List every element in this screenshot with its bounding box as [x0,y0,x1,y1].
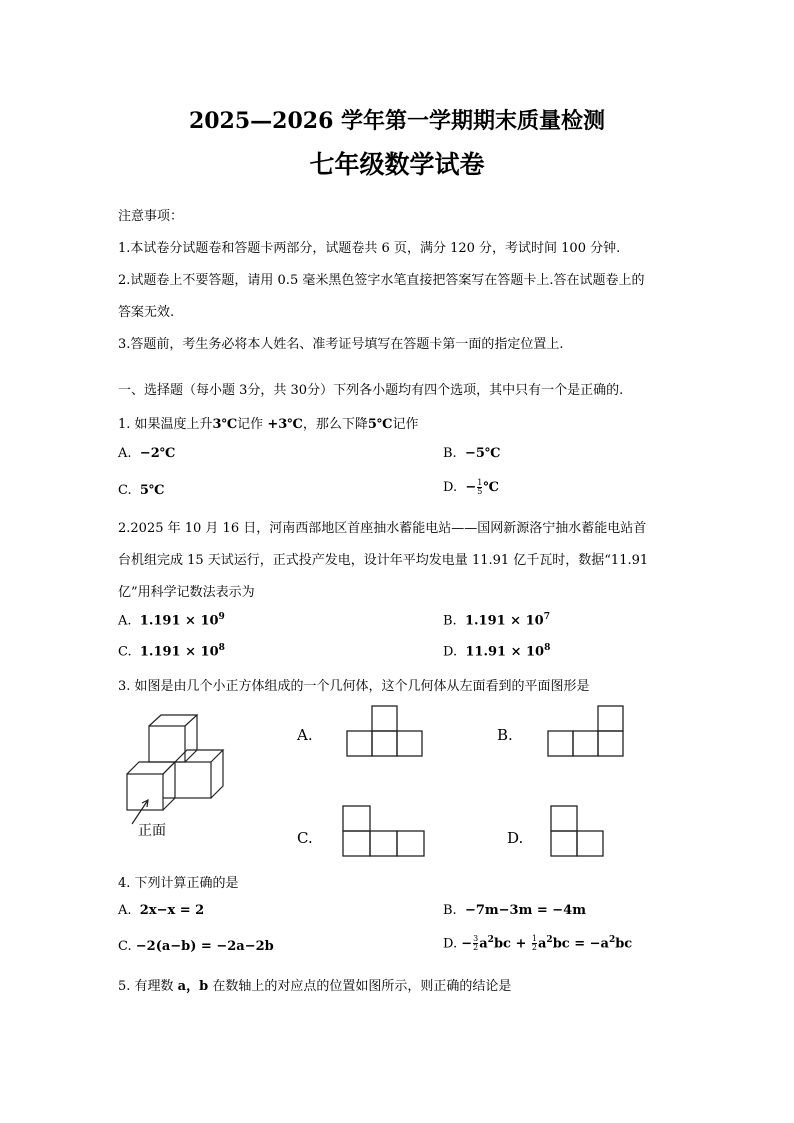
fraction-denominator: 2 [473,943,479,953]
q1-stem [118,413,418,432]
q2-option-c [118,643,225,659]
option-label: D. [443,644,458,660]
q1-stem-math: +3℃ [267,417,303,432]
q4-option-b [443,903,586,918]
option-label: A. [118,613,132,629]
q1-stem-part: ，那么下降 [302,417,368,432]
q3-option-d-label: D. [507,829,524,847]
exam-subtitle: 七年级数学试卷 [309,150,485,179]
q3-option-b-figure [547,705,627,757]
note-item-2-cont: 答案无效. [118,305,175,320]
q3-option-c-label: C. [297,829,313,847]
q4-option-d [443,935,632,952]
q1-stem-part: 1. 如果温度上升 [118,417,213,432]
option-label: A. [118,903,132,918]
fraction-numerator: 3 [473,934,479,944]
term: bc [615,936,633,952]
option-value: − [461,936,473,952]
option-value: 1.191 × 10 [464,613,544,629]
q3-stem: 3. 如图是由几个小正方体组成的一个几何体，这个几何体从左面看到的平面图形是 [118,679,590,694]
q2-option-a [118,612,225,628]
option-value: 1.191 × 10 [139,644,219,660]
notes-heading: 注意事项： [118,209,184,224]
option-value: − [465,480,477,495]
q1-option-d [443,479,499,496]
option-label: C. [118,939,132,954]
exponent: 2 [546,935,553,945]
section-heading: 一、选择题（每小题 3分，共 30分）下列各小题均有四个选项，其中只有一个是正确的. [118,383,624,398]
option-label: B. [443,903,457,918]
option-exponent: 8 [218,643,225,653]
exam-title: 2025—2026 学年第一学期期末质量检测 [188,108,606,134]
option-unit: ℃ [483,480,499,495]
note-item-3: 3.答题前，考生务必将本人姓名、准考证号填写在答题卡第一面的指定位置上. [118,337,564,352]
q2-stem-line1: 2.2025 年 10 月 16 日，河南西部地区首座抽水蓄能电站——国网新源洛宁抽水蓄能电站首 [118,521,647,536]
q1-option-a [118,446,175,461]
q1-option-c [118,483,165,498]
exponent: 2 [487,935,494,945]
option-label: A. [118,446,132,461]
option-exponent: 9 [218,612,225,622]
option-label: D. [443,480,458,495]
option-label: B. [443,613,457,629]
fraction-numerator: 1 [531,934,537,944]
option-label: D. [443,936,458,952]
option-label: C. [118,483,132,498]
q5-stem-part: 5. 有理数 [118,979,178,994]
term: bc + [493,936,531,952]
front-label: 正面 [138,823,166,839]
q2-option-b [443,612,550,628]
q3-option-d-figure [550,805,606,857]
term: a [479,936,488,952]
q1-stem-math: 5℃ [367,417,393,432]
fraction [473,935,478,952]
option-value: 2x−x = 2 [139,903,205,918]
q1-stem-part: 记作 [237,417,268,432]
option-label: C. [118,644,132,660]
option-value: 11.91 × 10 [465,644,545,660]
q3-option-c-figure [342,805,426,857]
option-value: −2℃ [139,446,176,461]
fraction-denominator: 2 [531,943,537,953]
q4-stem: 4. 下列计算正确的是 [118,876,239,891]
fraction [477,479,482,496]
option-value: −2(a−b) = −2a−2b [135,939,274,954]
q1-stem-part: 记作 [392,417,419,432]
option-value: 5℃ [139,483,165,498]
q5-stem [118,975,511,994]
note-item-1: 1.本试卷分试题卷和答题卡两部分，试题卷共 6 页，满分 120 分，考试时间 100 分钟. [118,241,621,256]
fraction [532,935,537,952]
fraction-numerator: 1 [477,478,483,487]
q3-option-b-label: B. [497,726,513,744]
q5-stem-part: 在数轴上的对应点的位置如图所示，则正确的结论是 [208,979,512,994]
q1-option-b [443,446,500,461]
q2-option-d [443,643,550,659]
q1-stem-math: 3℃ [212,417,238,432]
option-value: 1.191 × 10 [139,613,219,629]
q3-option-a-label: A. [297,726,313,744]
fraction-denominator: 5 [477,487,483,496]
q4-option-a [118,903,204,918]
exponent: 2 [608,935,616,945]
note-item-2: 2.试题卷上不要答题，请用 0.5 毫米黑色签字水笔直接把答案写在答题卡上.答在试题卷上的 [118,273,645,288]
option-exponent: 8 [544,643,551,653]
q2-stem-line2: 台机组完成 15 天试运行，正式投产发电，设计年平均发电量 11.91 亿千瓦时，数据“11.91 [118,553,649,568]
q5-stem-math: a，b [177,979,209,994]
q4-option-c [118,939,274,954]
option-value: −7m−3m = −4m [464,903,586,918]
q3-option-a-figure [346,705,426,757]
option-label: B. [443,446,457,461]
option-exponent: 7 [543,612,550,622]
q2-stem-line3: 亿”用科学记数法表示为 [118,585,255,600]
option-value: −5℃ [464,446,501,461]
term: bc = −a [552,936,609,952]
term: a [537,936,547,952]
